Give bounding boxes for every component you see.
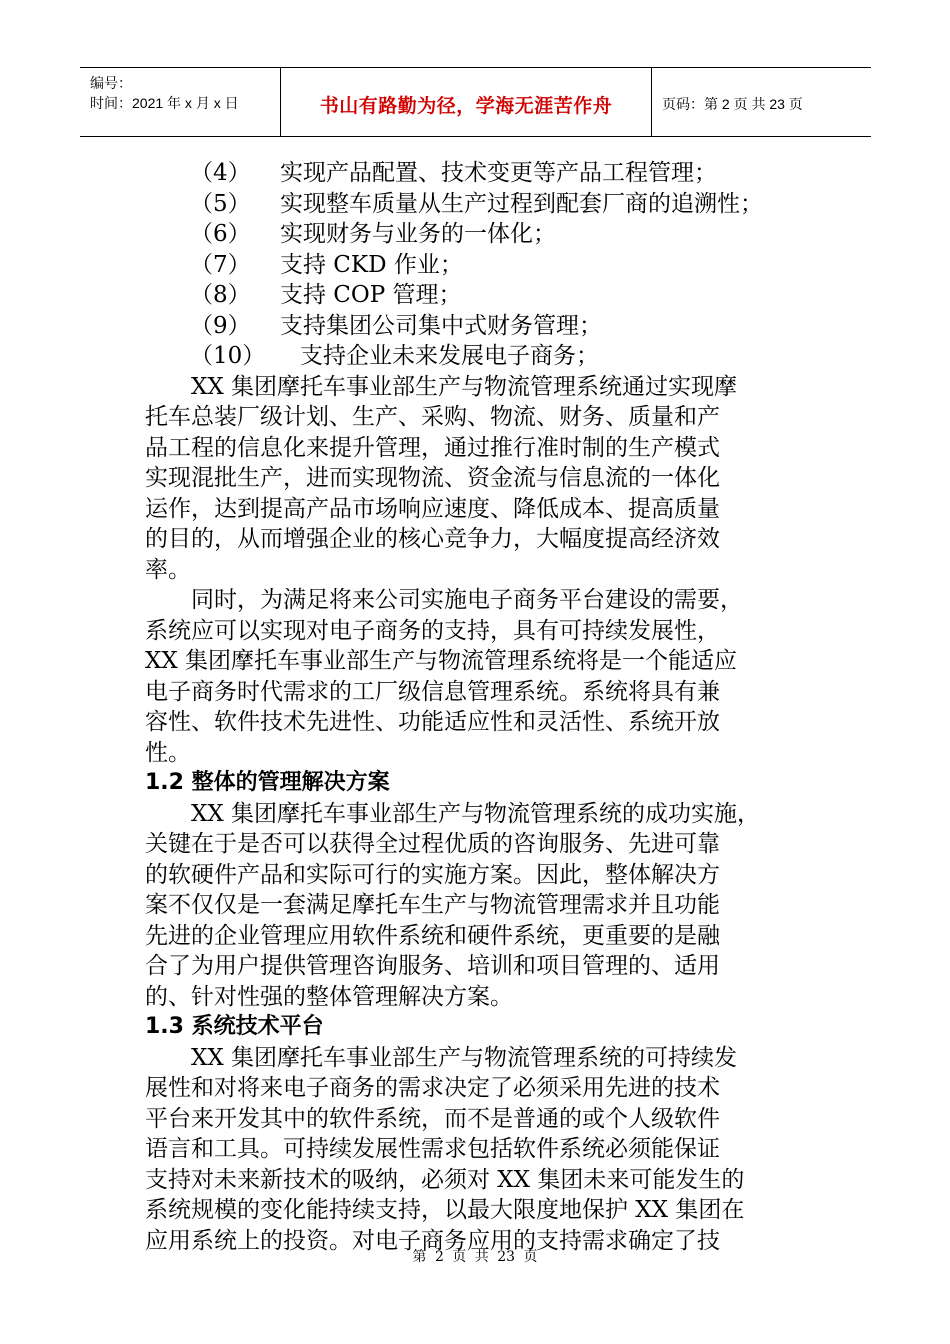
list-item-text: 支持企业未来发展电子商务； xyxy=(300,343,599,369)
list-item-number: （6） xyxy=(190,221,251,247)
code-label: 编号： xyxy=(90,75,132,91)
list-item-text: 实现财务与业务的一体化； xyxy=(280,221,556,247)
paragraph-line: 率。 xyxy=(145,556,191,583)
page-header xyxy=(80,67,871,137)
paragraph-ecommerce xyxy=(145,585,815,768)
paragraph-line: 性。 xyxy=(145,739,191,766)
header-motto-cell xyxy=(281,68,652,136)
header-page-info: 页码：第 2 页 共 23 页 xyxy=(662,96,803,112)
paragraph-line: XX 集团摩托车事业部生产与物流管理系统的成功实施， xyxy=(191,800,761,827)
list-item-text: 支持集团公司集中式财务管理； xyxy=(280,312,602,339)
list-item xyxy=(145,280,815,311)
header-motto: 书山有路勤为径，学海无涯苦作舟 xyxy=(319,94,613,117)
paragraph-line: XX 集团摩托车事业部生产与物流管理系统的可持续发 xyxy=(191,1044,738,1071)
list-item-number: （10） xyxy=(190,343,266,369)
paragraph-line: 平台来开发其中的软件系统，而不是普通的或个人级软件 xyxy=(145,1105,720,1132)
paragraph-line: XX 集团摩托车事业部生产与物流管理系统通过实现摩 xyxy=(191,373,738,400)
section-heading: 1.3 系统技术平台 xyxy=(145,1014,324,1039)
list-item xyxy=(145,219,815,250)
paragraph-line: 的、针对性强的整体管理解决方案。 xyxy=(145,983,513,1010)
paragraph-line: 托车总装厂级计划、生产、采购、物流、财务、质量和产 xyxy=(145,404,720,430)
list-item-number: （7） xyxy=(190,251,251,278)
paragraph-goals xyxy=(145,372,815,586)
paragraph-line: 展性和对将来电子商务的需求决定了必须采用先进的技术 xyxy=(145,1075,720,1101)
list-item-text: 实现整车质量从生产过程到配套厂商的追溯性； xyxy=(280,190,763,217)
paragraph-line: 容性、软件技术先进性、功能适应性和灵活性、系统开放 xyxy=(145,709,720,735)
list-item xyxy=(145,341,815,372)
list-item xyxy=(145,250,815,281)
paragraph-line: 系统规模的变化能持续支持，以最大限度地保护 XX 集团在 xyxy=(145,1197,745,1223)
time-label: 时间：2021 年 x 月 x 日 xyxy=(90,95,239,111)
list-item-text: 支持 COP 管理； xyxy=(280,282,462,308)
paragraph-line: 案不仅仅是一套满足摩托车生产与物流管理需求并且功能 xyxy=(145,892,720,918)
page-footer: 第 2 页 共 23 页 xyxy=(412,1249,538,1265)
list-item-number: （9） xyxy=(190,312,251,339)
paragraph-line: 应用系统上的投资。对电子商务应用的支持需求确定了技 xyxy=(145,1227,720,1254)
section-1-2 xyxy=(145,768,815,1012)
paragraph-line: 先进的企业管理应用软件系统和硬件系统，更重要的是融 xyxy=(145,922,720,949)
paragraph-line: 合了为用户提供管理咨询服务、培训和项目管理的、适用 xyxy=(145,953,720,979)
paragraph-line: 的软硬件产品和实际可行的实施方案。因此，整体解决方 xyxy=(145,861,720,888)
document-body xyxy=(145,158,815,1256)
list-item xyxy=(145,189,815,220)
paragraph-line: 同时，为满足将来公司实施电子商务平台建设的需要， xyxy=(191,587,743,613)
paragraph-line: 实现混批生产，进而实现物流、资金流与信息流的一体化 xyxy=(145,465,720,491)
paragraph-line: 系统应可以实现对电子商务的支持，具有可持续发展性， xyxy=(145,617,720,644)
list-item-text: 实现产品配置、技术变更等产品工程管理； xyxy=(280,160,717,186)
list-item-text: 支持 CKD 作业； xyxy=(280,251,463,278)
paragraph-line: 的目的，从而增强企业的核心竞争力，大幅度提高经济效 xyxy=(145,526,720,552)
paragraph-line: 品工程的信息化来提升管理，通过推行准时制的生产模式 xyxy=(145,434,720,461)
requirement-list xyxy=(145,158,815,372)
list-item xyxy=(145,311,815,342)
list-item xyxy=(145,158,815,189)
paragraph-line: 关键在于是否可以获得全过程优质的咨询服务、先进可靠 xyxy=(145,831,720,857)
list-item-number: （8） xyxy=(190,282,251,308)
paragraph-line: 运作，达到提高产品市场响应速度、降低成本、提高质量 xyxy=(145,495,720,522)
paragraph-line: 语言和工具。可持续发展性需求包括软件系统必须能保证 xyxy=(145,1136,720,1162)
paragraph-line: 支持对未来新技术的吸纳，必须对 XX 集团未来可能发生的 xyxy=(145,1166,745,1193)
list-item-number: （4） xyxy=(190,160,251,186)
section-heading: 1.2 整体的管理解决方案 xyxy=(145,770,390,795)
header-meta xyxy=(80,68,281,136)
paragraph-line: 电子商务时代需求的工厂级信息管理系统。系统将具有兼 xyxy=(145,678,720,705)
section-1-3 xyxy=(145,1012,815,1256)
paragraph-line: XX 集团摩托车事业部生产与物流管理系统将是一个能适应 xyxy=(145,648,738,674)
list-item-number: （5） xyxy=(190,190,251,217)
